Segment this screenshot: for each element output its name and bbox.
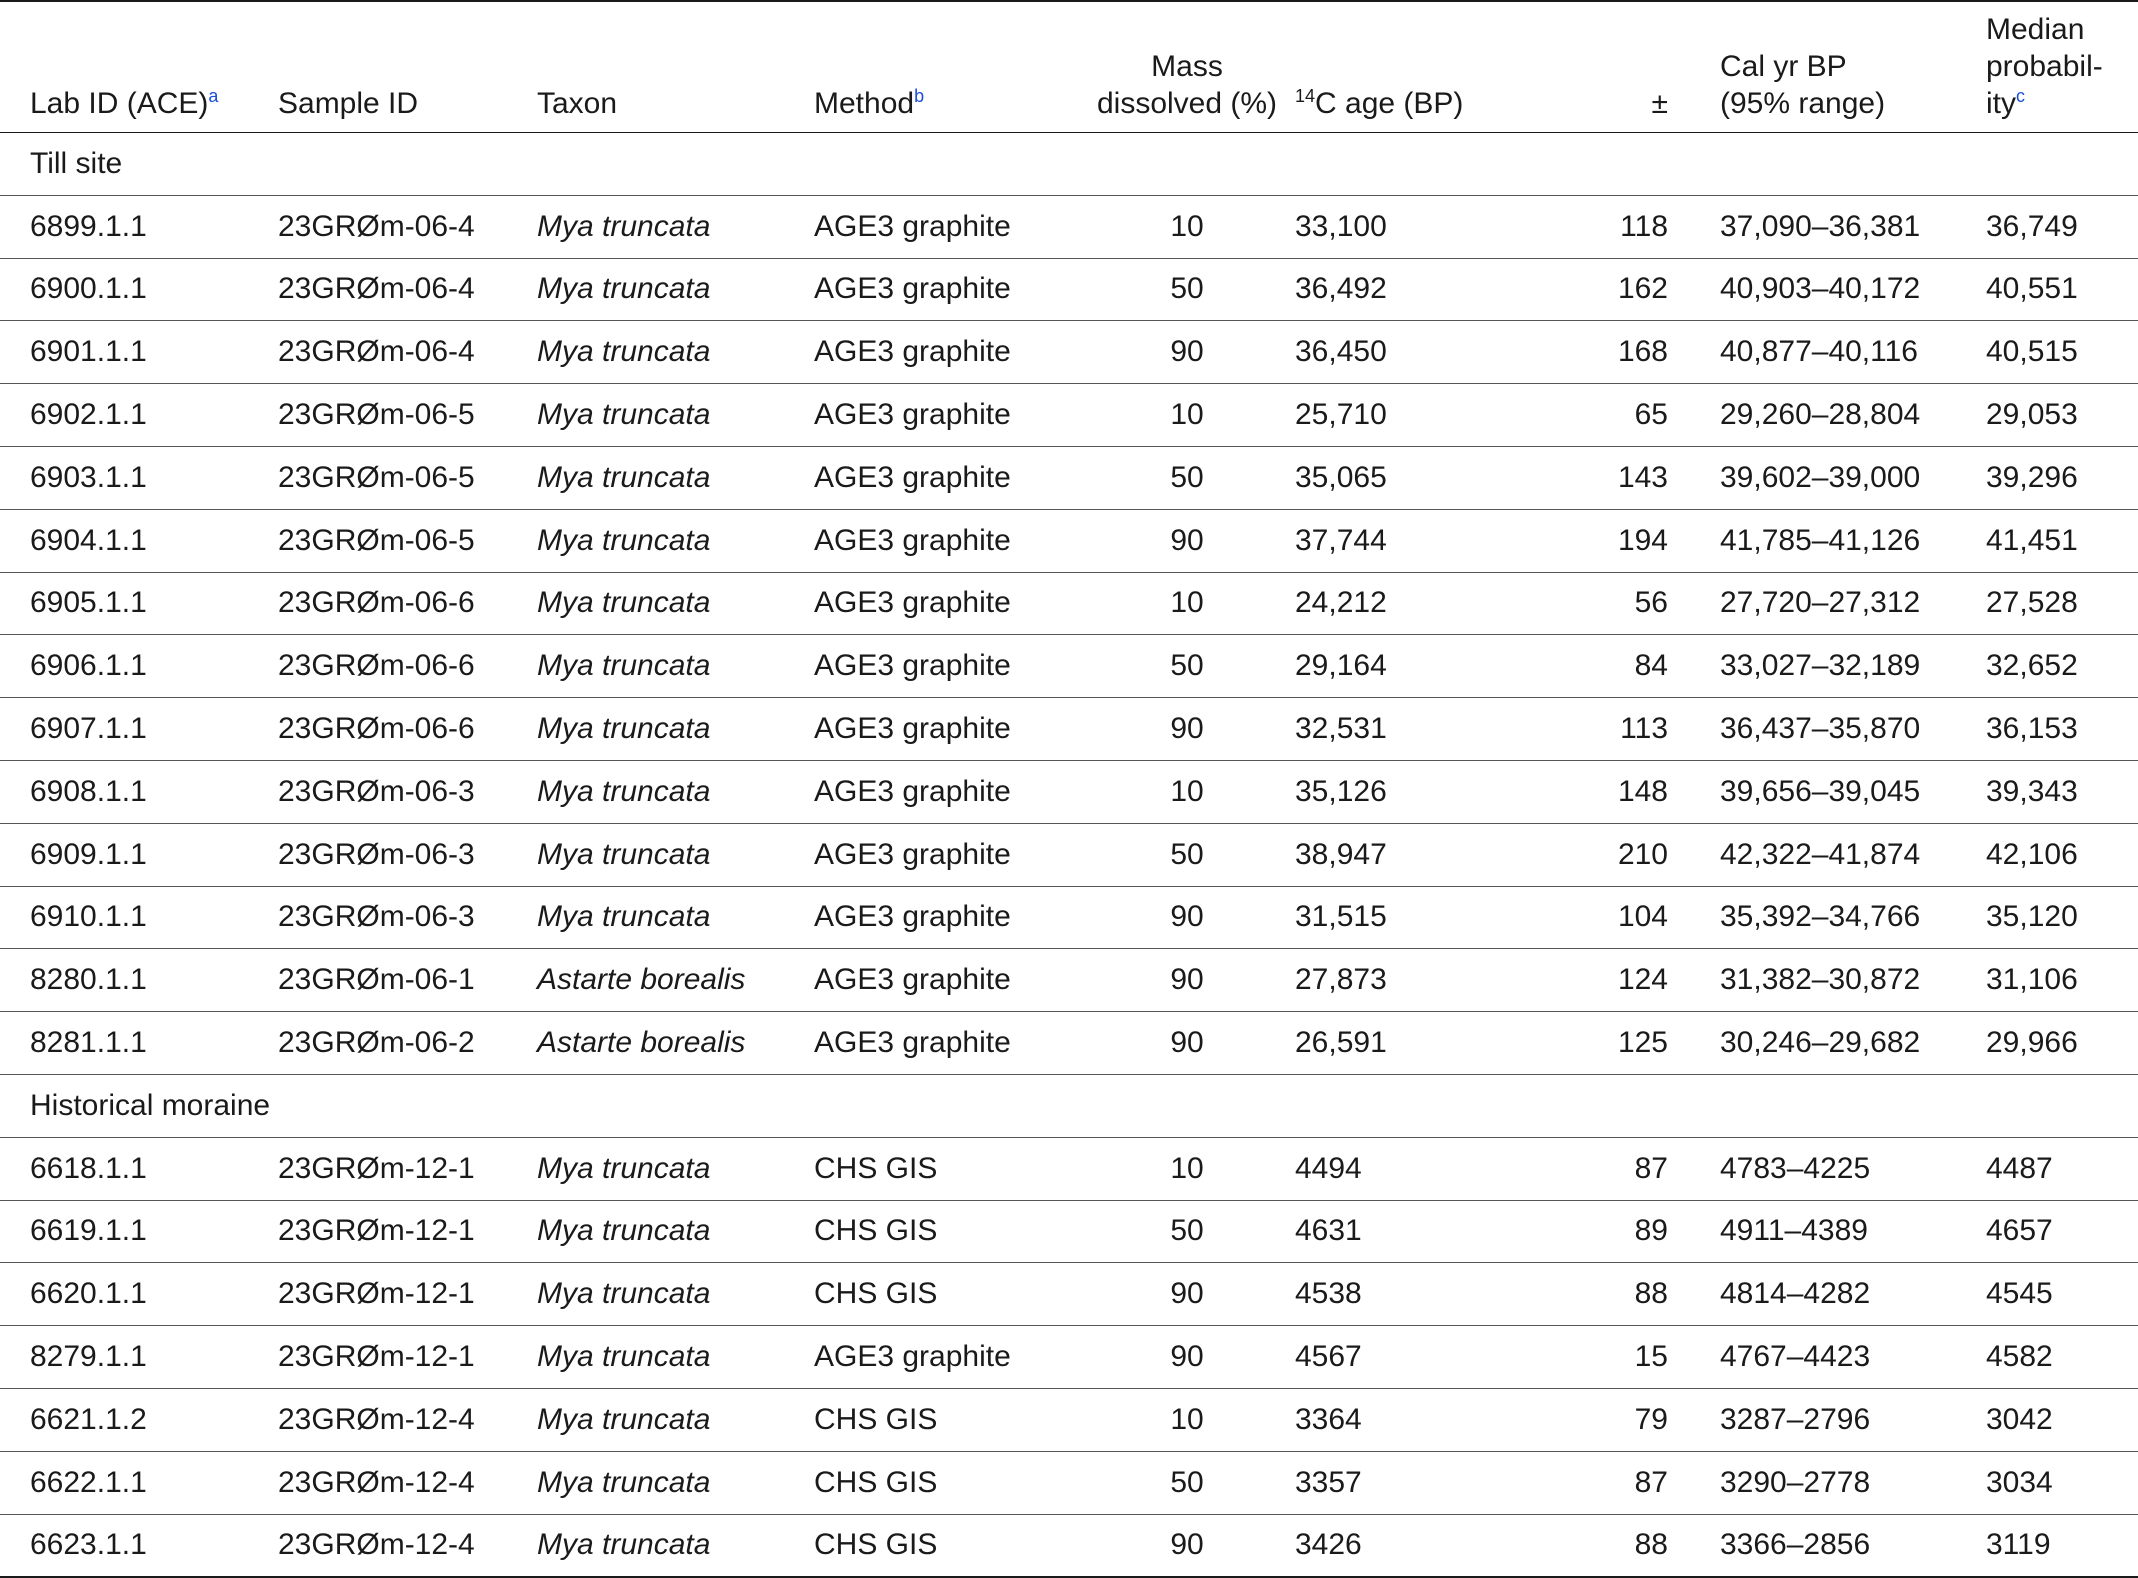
cell-cal-range: 3290–2778 [1720,1465,1871,1499]
cell-c14-age: 4567 [1295,1340,1362,1374]
cell-sample-id: 23GRØm-06-3 [278,774,475,808]
cell-c14-age: 36,450 [1295,335,1387,369]
cell-median: 39,296 [1986,460,2078,494]
cell-mass-dissolved: 90 [1170,1340,1204,1374]
cell-method: AGE3 graphite [814,963,1011,997]
cell-method: AGE3 graphite [814,649,1011,683]
header-mass-dissolved: Mass dissolved (%) [1096,50,1278,120]
cell-c14-age: 27,873 [1295,963,1387,997]
table-row [0,1326,2138,1389]
cell-error: 113 [1620,712,1668,746]
table-row [0,698,2138,761]
cell-sample-id: 23GRØm-06-4 [278,272,475,306]
header-method: Method$^b$ [814,86,925,120]
table-row [0,949,2138,1012]
cell-median: 39,343 [1986,774,2078,808]
cell-c14-age: 31,515 [1295,900,1387,934]
cell-cal-range: 36,437–35,870 [1720,712,1921,746]
cell-method: CHS GIS [814,1402,938,1436]
cell-method: CHS GIS [814,1277,938,1311]
cell-method: AGE3 graphite [814,272,1011,306]
cell-lab-id: 8281.1.1 [30,1026,147,1060]
footnote-c-link[interactable]: c [2016,86,2025,106]
cell-sample-id: 23GRØm-06-1 [278,963,475,997]
cell-method: CHS GIS [814,1465,938,1499]
cell-error: 143 [1617,460,1668,494]
cell-median: 41,451 [1986,523,2078,557]
cell-c14-age: 29,164 [1295,649,1387,683]
cell-error: 162 [1617,272,1668,306]
cell-mass-dissolved: 50 [1170,1214,1204,1248]
cell-taxon: Mya truncata [537,460,711,494]
cell-method: AGE3 graphite [814,712,1011,746]
header-taxon: Taxon [537,87,618,120]
cell-c14-age: 24,212 [1295,586,1387,620]
header-sample-id: Sample ID [278,87,419,120]
cell-method: AGE3 graphite [814,774,1011,808]
cell-mass-dissolved: 90 [1170,712,1204,746]
cell-taxon: Mya truncata [537,1340,711,1374]
cell-error: 84 [1634,649,1668,683]
cell-mass-dissolved: 10 [1170,1402,1204,1436]
cell-cal-range: 39,656–39,045 [1720,774,1921,808]
cell-sample-id: 23GRØm-06-5 [278,460,475,494]
cell-sample-id: 23GRØm-06-6 [278,649,475,683]
cell-mass-dissolved: 10 [1170,1151,1204,1185]
cell-cal-range: 4814–4282 [1720,1277,1871,1311]
cell-sample-id: 23GRØm-12-1 [278,1277,475,1311]
cell-sample-id: 23GRØm-06-4 [278,335,475,369]
cell-taxon: Mya truncata [537,774,711,808]
cell-sample-id: 23GRØm-12-1 [278,1214,475,1248]
table-row [0,1200,2138,1263]
cell-lab-id: 6618.1.1 [30,1151,147,1185]
cell-error: 168 [1617,335,1668,369]
table-row [0,572,2138,635]
cell-c14-age: 4538 [1295,1277,1362,1311]
cell-median: 4545 [1986,1277,2053,1311]
cell-mass-dissolved: 90 [1170,1528,1204,1562]
footnote-a-link[interactable]: a [208,86,219,106]
cell-lab-id: 6910.1.1 [30,900,147,934]
table-row [0,1012,2138,1075]
cell-c14-age: 36,492 [1295,272,1387,306]
group-header-row [0,133,2138,196]
cell-median: 36,153 [1986,712,2078,746]
table-row [0,1451,2138,1514]
cell-median: 4582 [1986,1340,2053,1374]
table-row [0,1388,2138,1451]
cell-method: AGE3 graphite [814,523,1011,557]
cell-taxon: Mya truncata [537,1402,711,1436]
cell-error: 88 [1634,1277,1668,1311]
cell-sample-id: 23GRØm-06-3 [278,900,475,934]
cell-median: 3119 [1986,1528,2051,1562]
cell-method: AGE3 graphite [814,460,1011,494]
cell-error: 79 [1634,1402,1668,1436]
table-row [0,823,2138,886]
cell-error: 124 [1617,963,1668,997]
cell-taxon: Mya truncata [537,1214,711,1248]
cell-c14-age: 37,744 [1295,523,1387,557]
cell-c14-age: 3364 [1295,1402,1362,1436]
cell-cal-range: 4911–4389 [1720,1214,1868,1248]
cell-cal-range: 4783–4225 [1720,1151,1871,1185]
cell-method: AGE3 graphite [814,398,1011,432]
cell-median: 31,106 [1986,963,2078,997]
cell-lab-id: 6902.1.1 [30,398,147,432]
cell-median: 3034 [1986,1465,2053,1499]
header-row [0,1,2138,133]
cell-mass-dissolved: 90 [1170,963,1204,997]
cell-sample-id: 23GRØm-06-2 [278,1026,475,1060]
cell-lab-id: 6908.1.1 [30,774,147,808]
cell-lab-id: 6904.1.1 [30,523,147,557]
cell-sample-id: 23GRØm-06-6 [278,586,475,620]
cell-error: 87 [1634,1465,1668,1499]
cell-mass-dissolved: 10 [1170,209,1204,243]
cell-c14-age: 33,100 [1295,209,1387,243]
cell-error: 148 [1617,774,1668,808]
cell-mass-dissolved: 50 [1170,460,1204,494]
table-body [0,133,2138,1577]
table-row [0,1137,2138,1200]
cell-sample-id: 23GRØm-06-3 [278,837,475,871]
cell-cal-range: 35,392–34,766 [1720,900,1921,934]
cell-cal-range: 42,322–41,874 [1720,837,1921,871]
cell-lab-id: 6900.1.1 [30,272,147,306]
cell-sample-id: 23GRØm-06-5 [278,398,475,432]
table-row [0,1514,2138,1577]
footnote-b-link[interactable]: b [914,86,925,106]
cell-lab-id: 6623.1.1 [30,1528,147,1562]
cell-cal-range: 3366–2856 [1720,1528,1871,1562]
cell-taxon: Mya truncata [537,335,711,369]
cell-cal-range: 39,602–39,000 [1720,460,1921,494]
cell-taxon: Mya truncata [537,649,711,683]
cell-method: AGE3 graphite [814,837,1011,871]
cell-sample-id: 23GRØm-06-4 [278,209,475,243]
cell-method: CHS GIS [814,1528,938,1562]
cell-taxon: Mya truncata [537,523,711,557]
cell-taxon: Mya truncata [537,1277,711,1311]
cell-taxon: Mya truncata [537,1528,711,1562]
cell-lab-id: 8279.1.1 [30,1340,147,1374]
cell-method: CHS GIS [814,1214,938,1248]
cell-lab-id: 6907.1.1 [30,712,147,746]
cell-mass-dissolved: 50 [1170,649,1204,683]
table-row [0,886,2138,949]
table-row [0,509,2138,572]
cell-method: AGE3 graphite [814,586,1011,620]
cell-mass-dissolved: 10 [1170,774,1204,808]
cell-error: 89 [1634,1214,1668,1248]
cell-error: 194 [1617,523,1668,557]
cell-mass-dissolved: 50 [1170,837,1204,871]
cell-cal-range: 30,246–29,682 [1720,1026,1921,1060]
cell-median: 42,106 [1986,837,2078,871]
cell-c14-age: 4631 [1295,1214,1362,1248]
cell-taxon: Mya truncata [537,712,711,746]
cell-method: AGE3 graphite [814,900,1011,934]
cell-median: 32,652 [1986,649,2078,683]
cell-median: 35,120 [1986,900,2078,934]
cell-median: 40,551 [1986,272,2078,306]
cell-taxon: Astarte borealis [537,963,746,997]
cell-error: 104 [1617,900,1668,934]
cell-mass-dissolved: 90 [1170,1277,1204,1311]
cell-mass-dissolved: 10 [1170,398,1204,432]
cell-c14-age: 35,126 [1295,774,1387,808]
cell-taxon: Mya truncata [537,1465,711,1499]
cell-cal-range: 40,877–40,116 [1720,335,1918,369]
cell-method: AGE3 graphite [814,335,1011,369]
header-cal-yr: Cal yr BP (95% range) [1720,50,1886,120]
cell-lab-id: 6621.1.2 [30,1402,147,1436]
cell-c14-age: 35,065 [1295,460,1387,494]
table-row [0,195,2138,258]
cell-taxon: Mya truncata [537,900,711,934]
cell-cal-range: 40,903–40,172 [1720,272,1921,306]
group-header-row [0,1074,2138,1137]
header-median-probability: Median probabil- ity$^c$ [1986,13,2103,120]
cell-error: 210 [1617,837,1668,871]
cell-lab-id: 6903.1.1 [30,460,147,494]
cell-c14-age: 38,947 [1295,837,1387,871]
cell-cal-range: 3287–2796 [1720,1402,1871,1436]
cell-method: AGE3 graphite [814,1026,1011,1060]
cell-error: 125 [1617,1026,1668,1060]
cell-lab-id: 6620.1.1 [30,1277,147,1311]
cell-taxon: Mya truncata [537,272,711,306]
cell-mass-dissolved: 90 [1170,335,1204,369]
table-row [0,446,2138,509]
cell-error: 87 [1634,1151,1668,1185]
cell-sample-id: 23GRØm-06-6 [278,712,475,746]
cell-mass-dissolved: 50 [1170,1465,1204,1499]
cell-mass-dissolved: 10 [1170,586,1204,620]
cell-sample-id: 23GRØm-12-4 [278,1465,475,1499]
cell-taxon: Mya truncata [537,1151,711,1185]
cell-method: AGE3 graphite [814,209,1011,243]
header-error: ± [1651,87,1668,120]
cell-median: 4657 [1986,1214,2053,1248]
cell-c14-age: 3426 [1295,1528,1362,1562]
cell-taxon: Mya truncata [537,398,711,432]
cell-cal-range: 31,382–30,872 [1720,963,1921,997]
header-c14-age: $^{14}$C age (BP) [1295,86,1464,120]
cell-c14-age: 4494 [1295,1151,1362,1185]
cell-cal-range: 4767–4423 [1720,1340,1871,1374]
table-row [0,258,2138,321]
table-row [0,760,2138,823]
cell-error: 118 [1620,209,1668,243]
cell-cal-range: 41,785–41,126 [1720,523,1921,557]
cell-taxon: Mya truncata [537,209,711,243]
cell-sample-id: 23GRØm-12-1 [278,1151,475,1185]
cell-mass-dissolved: 50 [1170,272,1204,306]
cell-median: 4487 [1986,1151,2053,1185]
cell-median: 29,053 [1986,398,2078,432]
cell-cal-range: 37,090–36,381 [1720,209,1921,243]
cell-lab-id: 6901.1.1 [30,335,147,369]
cell-c14-age: 3357 [1295,1465,1362,1499]
cell-error: 56 [1634,586,1668,620]
cell-c14-age: 25,710 [1295,398,1387,432]
cell-method: CHS GIS [814,1151,938,1185]
cell-lab-id: 6905.1.1 [30,586,147,620]
cell-median: 29,966 [1986,1026,2078,1060]
cell-lab-id: 6622.1.1 [30,1465,147,1499]
cell-taxon: Mya truncata [537,586,711,620]
cell-c14-age: 26,591 [1295,1026,1387,1060]
cell-c14-age: 32,531 [1295,712,1387,746]
cell-error: 65 [1634,398,1668,432]
cell-error: 15 [1634,1340,1668,1374]
cell-mass-dissolved: 90 [1170,523,1204,557]
cell-sample-id: 23GRØm-12-4 [278,1528,475,1562]
cell-cal-range: 27,720–27,312 [1720,586,1921,620]
cell-sample-id: 23GRØm-12-4 [278,1402,475,1436]
group-label: Historical moraine [30,1088,271,1122]
group-label: Till site [30,146,123,180]
table-row [0,384,2138,447]
cell-sample-id: 23GRØm-12-1 [278,1340,475,1374]
table-row [0,1263,2138,1326]
cell-median: 40,515 [1986,335,2078,369]
cell-taxon: Astarte borealis [537,1026,746,1060]
cell-cal-range: 29,260–28,804 [1720,398,1921,432]
cell-median: 3042 [1986,1402,2053,1436]
cell-mass-dissolved: 90 [1170,900,1204,934]
table-row [0,321,2138,384]
table-row [0,635,2138,698]
cell-median: 36,749 [1986,209,2078,243]
cell-error: 88 [1634,1528,1668,1562]
cell-lab-id: 8280.1.1 [30,963,147,997]
cell-taxon: Mya truncata [537,837,711,871]
cell-lab-id: 6906.1.1 [30,649,147,683]
cell-median: 27,528 [1986,586,2078,620]
cell-lab-id: 6619.1.1 [30,1214,147,1248]
cell-sample-id: 23GRØm-06-5 [278,523,475,557]
cell-lab-id: 6909.1.1 [30,837,147,871]
cell-cal-range: 33,027–32,189 [1720,649,1921,683]
header-lab-id: Lab ID (ACE)$^a$ [30,86,219,120]
cell-mass-dissolved: 90 [1170,1026,1204,1060]
cell-lab-id: 6899.1.1 [30,209,147,243]
table-header [0,1,2138,133]
cell-method: AGE3 graphite [814,1340,1011,1374]
